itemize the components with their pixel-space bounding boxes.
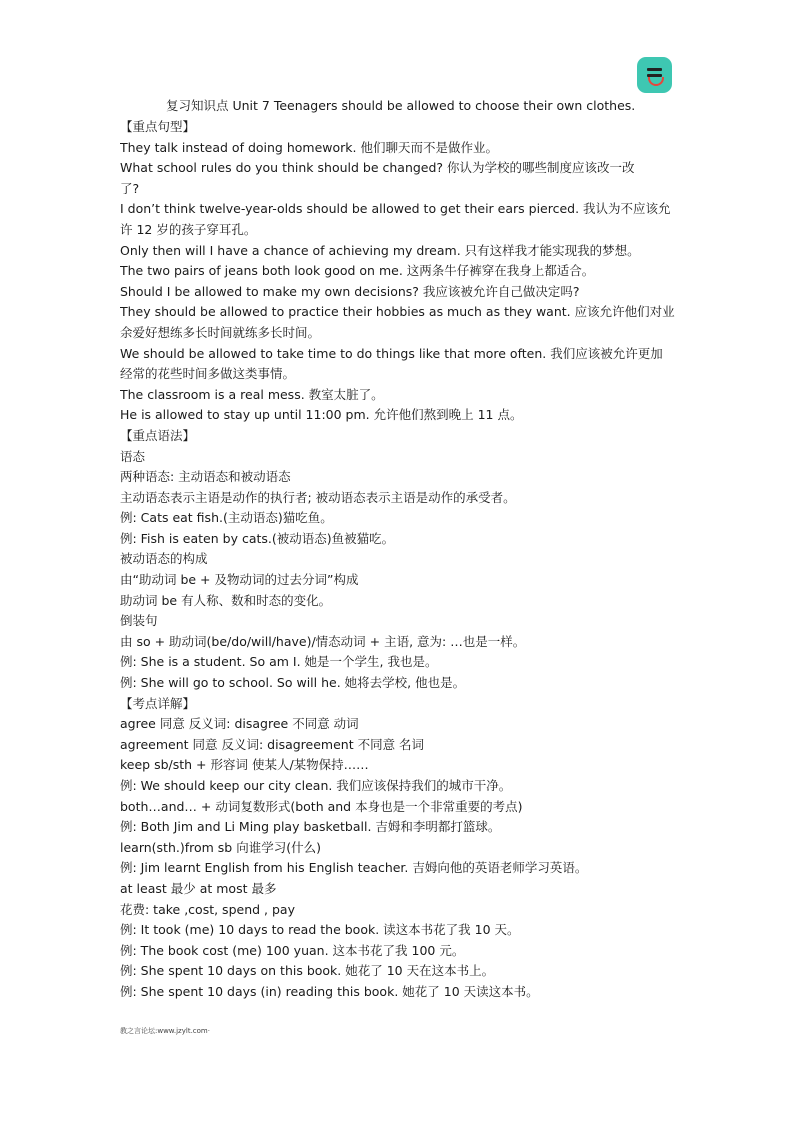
- text-line: 【重点句型】: [120, 119, 196, 134]
- text-line: 语态: [120, 448, 146, 464]
- logo-bar-icon: [647, 68, 662, 71]
- text-line: at least 最少 at most 最多: [120, 880, 277, 896]
- text-line: 例: Cats eat fish.(主动语态)猫吃鱼。: [120, 510, 333, 526]
- text-line: 例: Fish is eaten by cats.(被动语态)鱼被猫吃。: [120, 530, 395, 546]
- text-line: The classroom is a real mess. 教室太脏了。: [120, 386, 384, 402]
- text-line: 例: Both Jim and Li Ming play basketball. 吉姆和李明都打篮球。: [120, 819, 501, 835]
- text-line: 例: Jim learnt English from his English teacher. 吉姆向他的英语老师学习英语。: [120, 860, 588, 876]
- text-line: 由“助动词 be + 及物动词的过去分词”构成: [120, 572, 359, 588]
- document-title: 复习知识点 Unit 7 Teenagers should be allowed to choose their own clothes.: [166, 98, 636, 113]
- text-line: 例: She is a student. So am I. 她是一个学生, 我也是。: [120, 654, 438, 670]
- text-line: They should be allowed to practice their hobbies as much as they want. 应该允许他们对业: [120, 304, 675, 320]
- text-line: 例: It took (me) 10 days to read the book. 读这本书花了我 10 天。: [120, 922, 520, 938]
- text-line: 主动语态表示主语是动作的执行者; 被动语态表示主语是动作的承受者。: [120, 489, 516, 505]
- text-line: He is allowed to stay up until 11:00 pm. 允许他们熬到晚上 11 点。: [120, 407, 523, 423]
- text-line: We should be allowed to take time to do things like that more often. 我们应该被允许更加: [120, 345, 663, 361]
- text-line: 助动词 be 有人称、数和时态的变化。: [120, 592, 332, 608]
- text-line: 【重点语法】: [120, 427, 196, 443]
- text-line: 了?: [120, 180, 140, 196]
- text-line: 例: We should keep our city clean. 我们应该保持我们的城市干净。: [120, 778, 512, 793]
- text-line: 由 so + 助动词(be/do/will/have)/情态动词 + 主语, 意为: …也是一样。: [120, 633, 526, 649]
- text-line: both…and… + 动词复数形式(both and 本身也是一个非常重要的考点): [120, 798, 523, 814]
- text-line: agreement 同意 反义词: disagreement 不同意 名词: [120, 736, 425, 752]
- text-line: 被动语态的构成: [120, 551, 208, 567]
- text-line: 例: The book cost (me) 100 yuan. 这本书花了我 100 元。: [120, 942, 465, 958]
- text-line: 例: She spent 10 days on this book. 她花了 10 天在这本书上。: [120, 963, 495, 979]
- text-line: They talk instead of doing homework. 他们聊天而不是做作业。: [120, 139, 498, 155]
- footer-text: 教之言论坛:www.jzylt.com·: [120, 1027, 210, 1035]
- text-line: The two pairs of jeans both look good on me. 这两条牛仔裤穿在我身上都适合。: [120, 263, 595, 279]
- text-line: agree 同意 反义词: disagree 不同意 动词: [120, 716, 359, 732]
- text-line: learn(sth.)from sb 向谁学习(什么): [120, 839, 321, 855]
- text-line: Only then will I have a chance of achieving my dream. 只有这样我才能实现我的梦想。: [120, 242, 640, 258]
- text-line: 倒装句: [120, 613, 158, 629]
- text-line: 【考点详解】: [120, 695, 196, 711]
- site-logo: [637, 57, 672, 93]
- text-line: 花费: take ,cost, spend , pay: [120, 901, 295, 917]
- text-line: 例: She will go to school. So will he. 她将去学校, 他也是。: [120, 675, 466, 691]
- text-line: 经常的花些时间多做这类事情。: [120, 366, 296, 382]
- text-line: Should I be allowed to make my own decisions? 我应该被允许自己做决定吗?: [120, 283, 580, 299]
- text-line: 许 12 岁的孩子穿耳孔。: [120, 221, 257, 237]
- text-line: 余爱好想练多长时间就练多长时间。: [120, 324, 321, 340]
- logo-smile-icon: [648, 77, 664, 86]
- text-line: What school rules do you think should be changed? 你认为学校的哪些制度应该改一改: [120, 160, 635, 176]
- text-line: keep sb/sth + 形容词 使某人/某物保持……: [120, 757, 369, 773]
- text-line: 两种语态: 主动语态和被动语态: [120, 469, 291, 485]
- text-line: I don’t think twelve-year-olds should be allowed to get their ears pierced. 我认为不应该允: [120, 201, 671, 217]
- document-body: [120, 117, 680, 1003]
- text-line: 例: She spent 10 days (in) reading this book. 她花了 10 天读这本书。: [120, 983, 539, 999]
